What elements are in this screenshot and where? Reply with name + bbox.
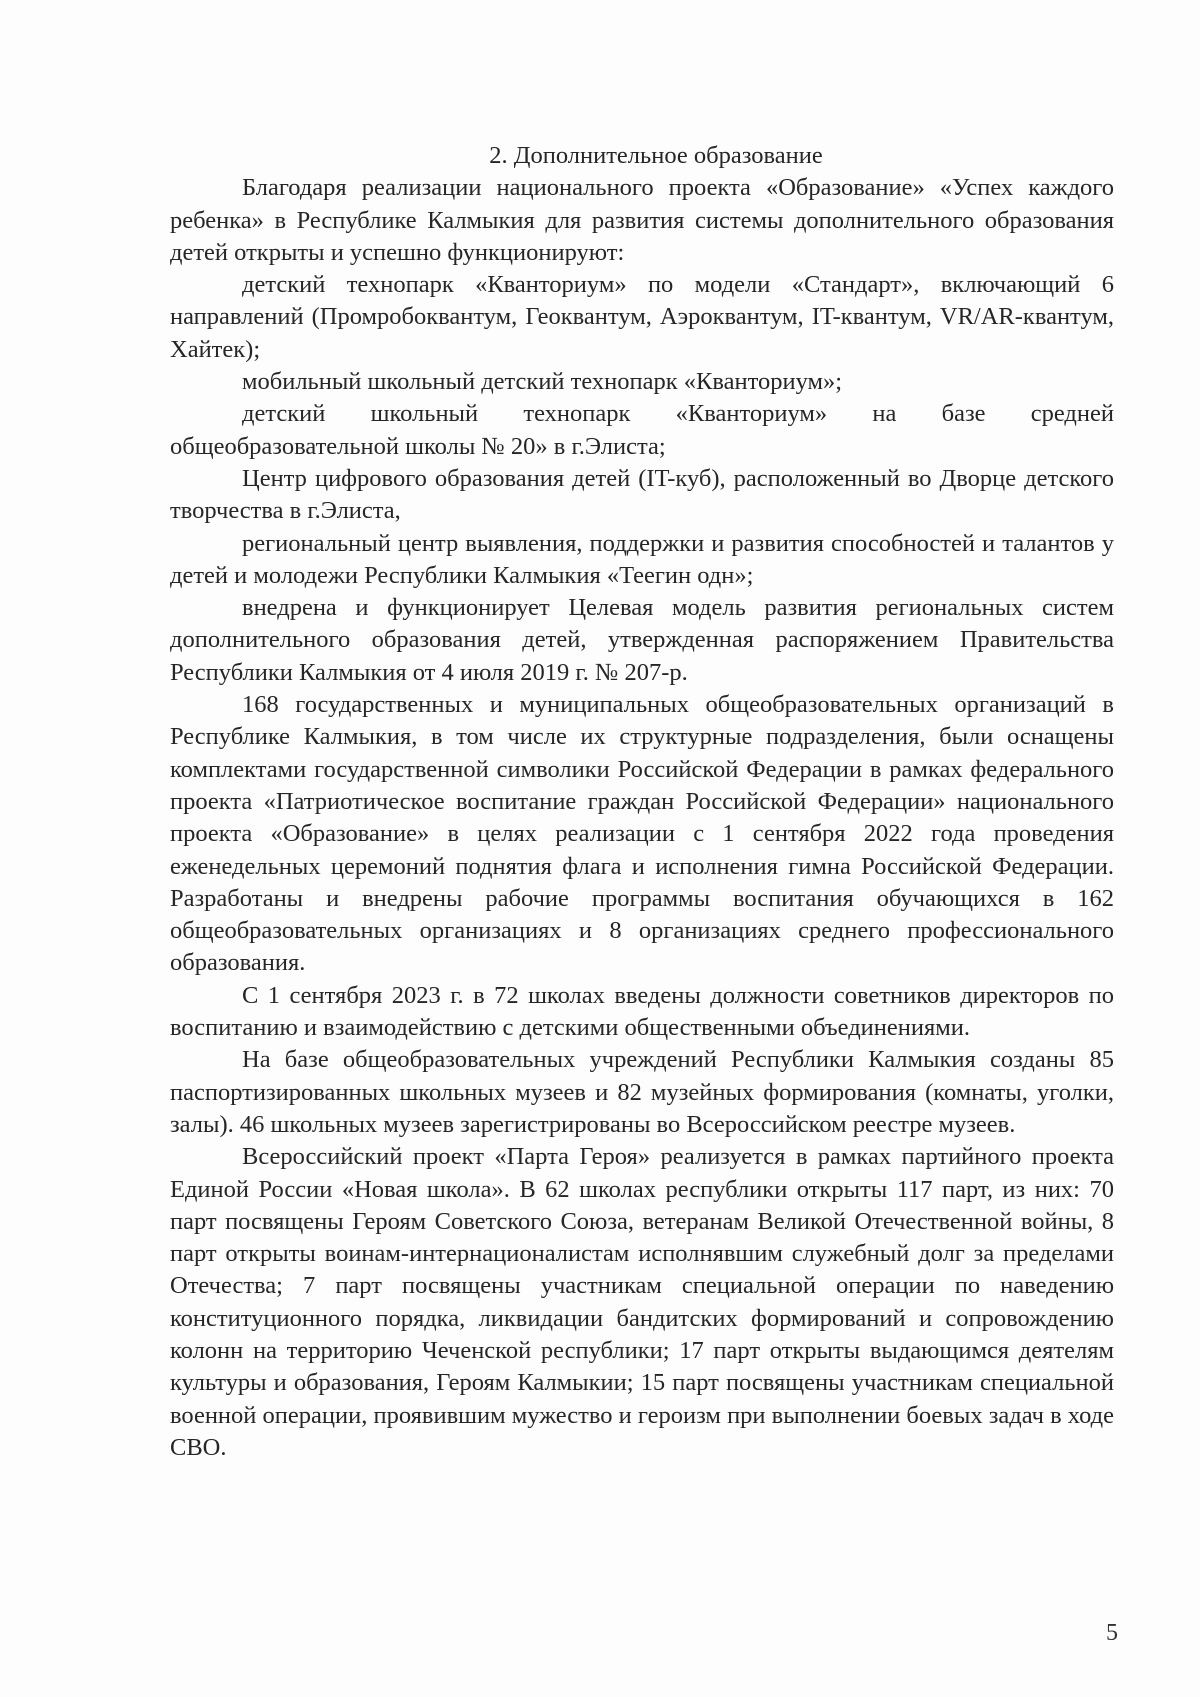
paragraph-museums: На базе общеобразовательных учреждений Республики Калмыкия созданы 85 паспортизированных школьных музеев и 82 музейных формирования (комнаты, уголки, залы). 46 школьных музеев зарегистрированы во Всероссийском реестре музеев. (170, 1046, 1114, 1138)
paragraph-technopark: детский технопарк «Кванториум» по модели «Стандарт», включающий 6 направлений (Промробоквантум, Геоквантум, Аэроквантум, IT-квантум, VR/AR-квантум, Хайтек); (170, 271, 1114, 363)
page-number: 5 (1106, 1620, 1118, 1646)
paragraph-mobile-technopark: мобильный школьный детский технопарк «Кванториум»; (242, 368, 843, 396)
paragraph-school-technopark: детский школьный технопарк «Кванториум» на базе средней общеобразовательной школы № 20» в г.Элиста; (170, 400, 1114, 460)
paragraph-target-model: внедрена и функционирует Целевая модель развития региональных систем дополнительного образования детей, утвержденная распоряжением Правительства Республики Калмыкия от 4 июля 2019 г. № 207-р. (170, 594, 1114, 686)
document-body (170, 140, 1114, 1464)
paragraph-it-cube: Центр цифрового образования детей (IT-куб), расположенный во Дворце детского творчества в г.Элиста, (170, 464, 1114, 525)
paragraph-advisors: С 1 сентября 2023 г. в 72 школах введены должности советников директоров по воспитанию и взаимодействию с детскими общественными объединениями. (170, 981, 1114, 1042)
section-heading: 2. Дополнительное образование (489, 142, 823, 169)
paragraph-state-symbols: 168 государственных и муниципальных общеобразовательных организаций в Республике Калмыкия, в том числе их структурные подразделения, были оснащены комплектами государственной символики Российской Федерации в рамках федерального проекта «Патриотическое воспитание граждан Российской Федерации» национального проекта «Образование» в целях реализации с 1 сентября 2022 года проведения еженедельных церемоний поднятия флага и исполнения гимна Российской Федерации. Разработаны и внедрены рабочие программы воспитания обучающихся в 162 общеобразовательных организациях и 8 организациях среднего профессионального образования. (170, 691, 1114, 977)
paragraph-intro: Благодаря реализации национального проекта «Образование» «Успех каждого ребенка» в Республике Калмыкия для развития системы дополнительного образования детей открыты и успешно функционируют: (170, 174, 1114, 266)
paragraph-hero-desk: Всероссийский проект «Парта Героя» реализуется в рамках партийного проекта Единой России «Новая школа». В 62 школах республики открыты 117 парт, из них: 70 парт посвящены Героям Советского Союза, ветеранам Великой Отечественной войны, 8 парт открыты воинам-интернационалистам исполнявшим служебный долг за пределами Отечества; 7 парт посвящены участникам специальной операции по наведению конституционного порядка, ликвидации бандитских формирований и сопровождению колонн на территорию Чеченской республики; 17 парт открыты выдающимся деятелям культуры и образования, Героям Калмыкии; 15 парт посвящены участникам специальной военной операции, проявившим мужество и героизм при выполнении боевых задач в ходе СВО. (170, 1143, 1114, 1461)
paragraph-regional-center: региональный центр выявления, поддержки и развития способностей и талантов у детей и молодежи Республики Калмыкия «Теегин одн»; (170, 529, 1114, 589)
